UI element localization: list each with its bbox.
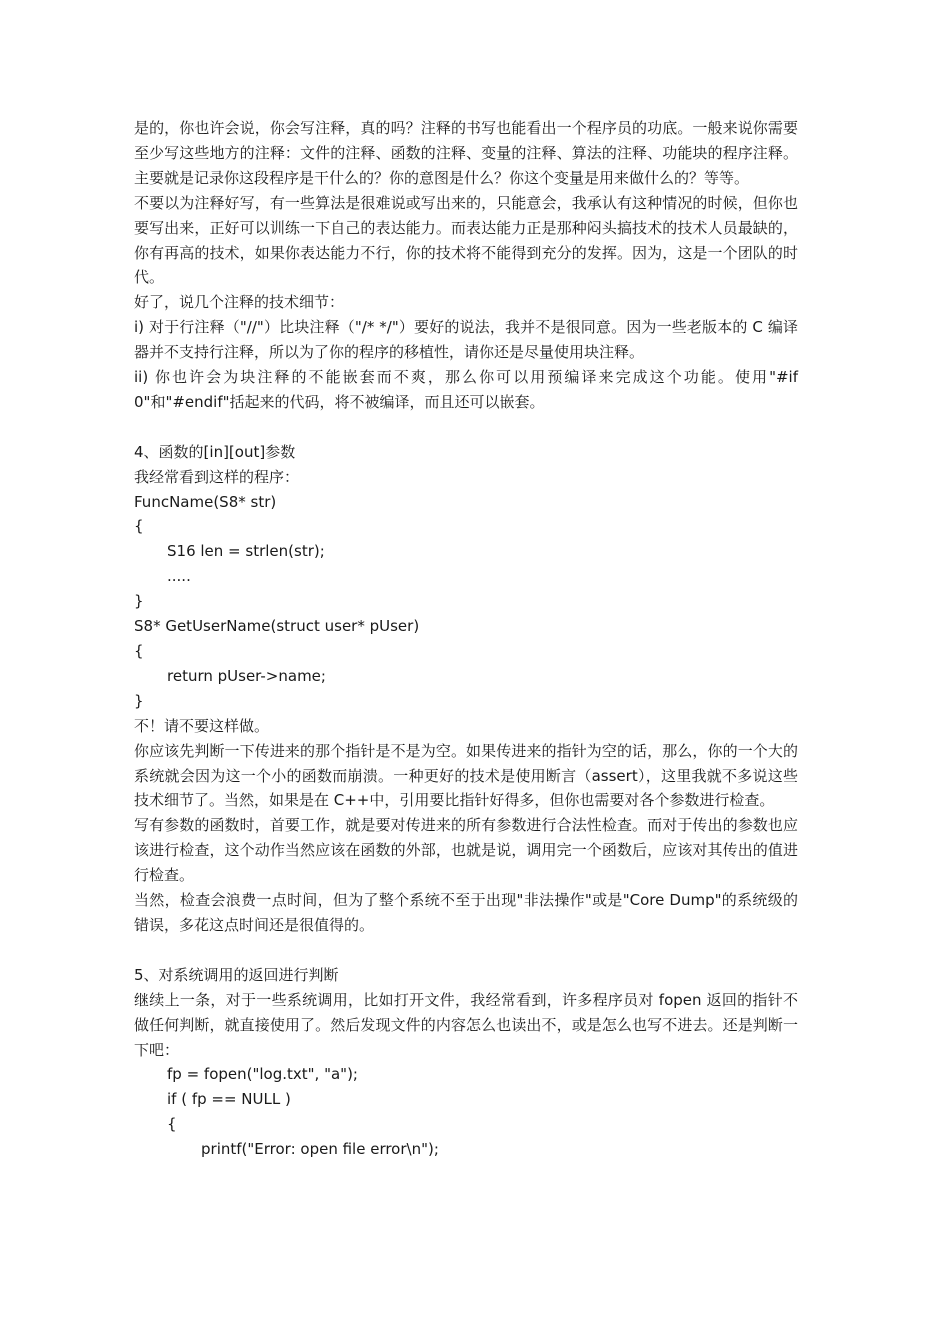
code-line: S8* GetUserName(struct user* pUser) <box>134 617 420 636</box>
code-line: { <box>167 1115 177 1134</box>
code-line: return pUser->name; <box>167 666 326 685</box>
section-heading: 4、函数的[in][out]参数 <box>134 442 296 461</box>
paragraph: 不要以为注释好写，有一些算法是很难说或写出来的，只能意会，我承认有这种情况的时候，但你也要写出来，正好可以训练一下自己的表达能力。而表达能力正是那种闷头搞技术的技术人员最缺的，你有再高的技术，如果你表达能力不行，你的技术将不能得到充分的发挥。因为，这是一个团队的时代。 <box>134 193 798 287</box>
section-heading: 5、对系统调用的返回进行判断 <box>134 965 339 984</box>
spacer <box>134 938 798 963</box>
paragraph: 写有参数的函数时，首要工作，就是要对传进来的所有参数进行合法性检查。而对于传出的参数也应该进行检查，这个动作当然应该在函数的外部，也就是说，调用完一个函数后，应该对其传出的值进行检查。 <box>134 816 798 885</box>
code-line: ..... <box>167 567 191 586</box>
document-page <box>134 116 798 1162</box>
code-line: printf("Error: open file error\n"); <box>201 1140 439 1159</box>
paragraph: 继续上一条，对于一些系统调用，比如打开文件，我经常看到，许多程序员对 fopen 返回的指针不做任何判断，就直接使用了。然后发现文件的内容怎么也读出不，或是怎么也写不进去。还是判断一下吧： <box>134 990 798 1059</box>
paragraph: 不！请不要这样做。 <box>134 716 270 735</box>
code-line: S16 len = strlen(str); <box>167 542 325 561</box>
code-line: fp = fopen("log.txt", "a"); <box>167 1065 358 1084</box>
paragraph: ii) 你也许会为块注释的不能嵌套而不爽，那么你可以用预编译来完成这个功能。使用"#if 0"和"#endif"括起来的代码，将不被编译，而且还可以嵌套。 <box>134 368 798 411</box>
paragraph: 你应该先判断一下传进来的那个指针是不是为空。如果传进来的指针为空的话，那么，你的一个大的系统就会因为这一个小的函数而崩溃。一种更好的技术是使用断言（assert），这里我就不多说这些技术细节了。当然，如果是在 C++中，引用要比指针好得多，但你也需要对各个参数进行检查。 <box>134 741 798 810</box>
code-line: { <box>134 642 144 661</box>
code-line: FuncName(S8* str) <box>134 492 277 511</box>
paragraph: 是的，你也许会说，你会写注释，真的吗？注释的书写也能看出一个程序员的功底。一般来说你需要至少写这些地方的注释：文件的注释、函数的注释、变量的注释、算法的注释、功能块的程序注释。主要就是记录你这段程序是干什么的？你的意图是什么？你这个变量是用来做什么的？等等。 <box>134 119 798 187</box>
paragraph: 好了，说几个注释的技术细节： <box>134 293 345 312</box>
paragraph: i) 对于行注释（"//"）比块注释（"/* */"）要好的说法，我并不是很同意。因为一些老版本的 C 编译器并不支持行注释，所以为了你的程序的移植性，请你还是尽量使用块注释。 <box>134 318 798 362</box>
code-line: { <box>134 517 144 536</box>
paragraph: 我经常看到这样的程序： <box>134 467 300 486</box>
spacer <box>134 415 798 440</box>
code-line: } <box>134 691 144 710</box>
code-line: } <box>134 592 144 611</box>
code-line: if ( fp == NULL ) <box>167 1090 291 1109</box>
paragraph: 当然，检查会浪费一点时间，但为了整个系统不至于出现"非法操作"或是"Core Dump"的系统级的错误，多花这点时间还是很值得的。 <box>134 891 798 934</box>
